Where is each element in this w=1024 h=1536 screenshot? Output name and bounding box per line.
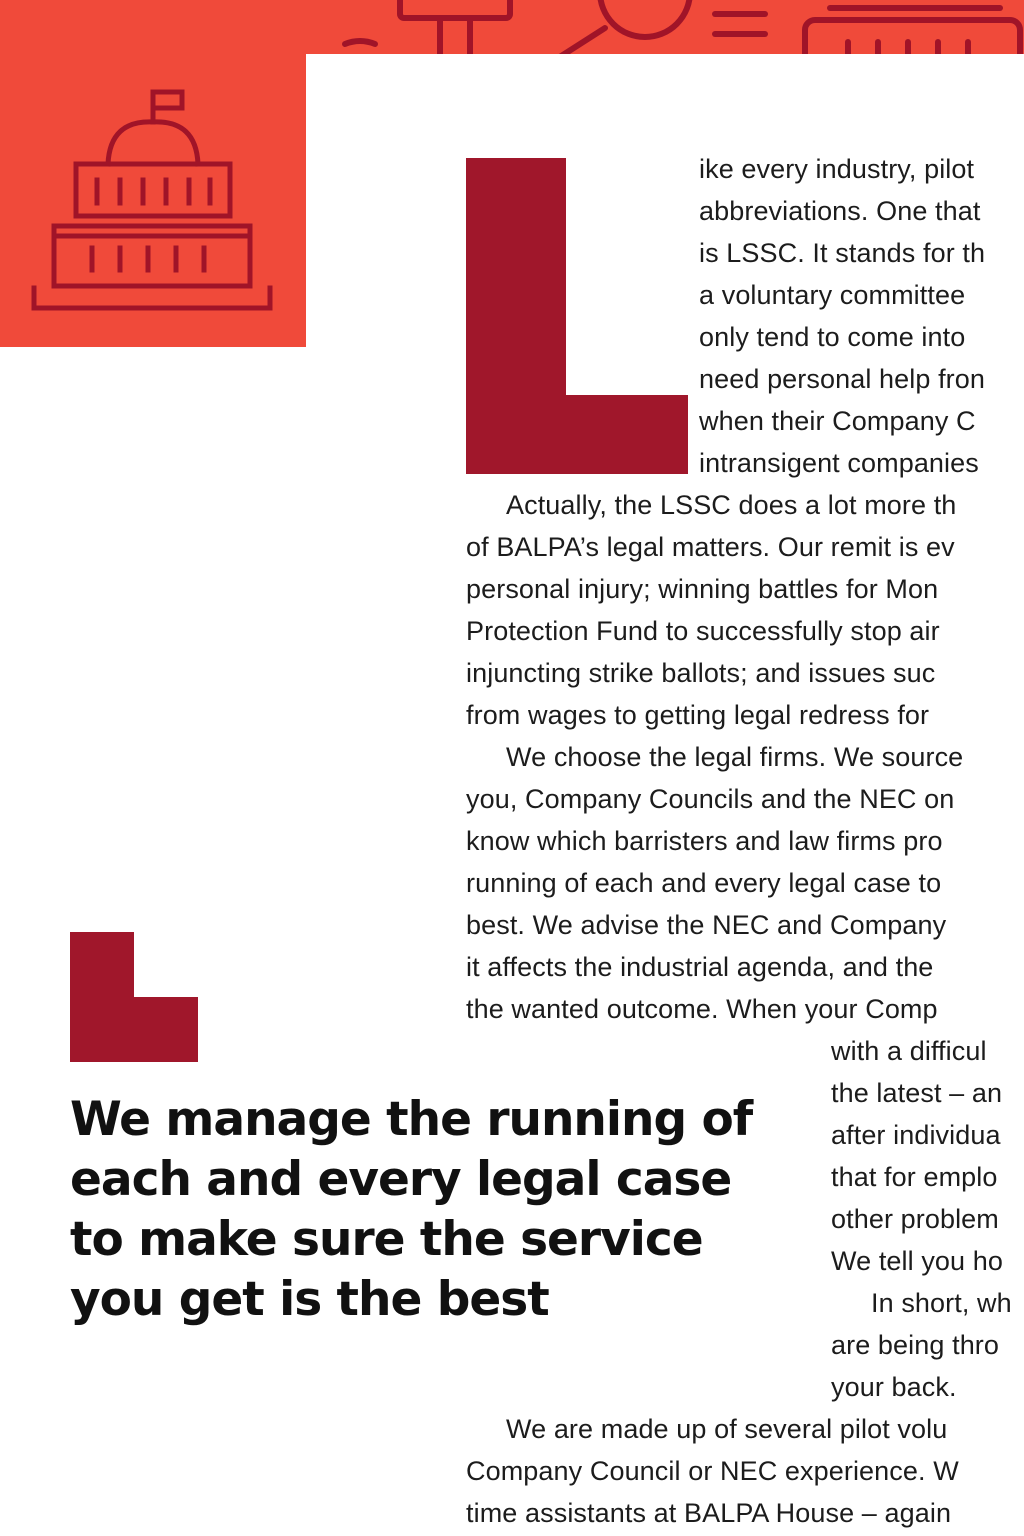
- text-line: only tend to come into: [699, 322, 966, 352]
- text-line: We tell you ho: [831, 1246, 1003, 1276]
- text-line: that for emplo: [831, 1162, 998, 1192]
- text-line: best. We advise the NEC and Company: [466, 910, 947, 940]
- narrow-column: [831, 1030, 1012, 1408]
- text-line: need personal help fron: [699, 364, 986, 394]
- quote-mark-glyph: [70, 932, 198, 1062]
- drop-cap-letter: [466, 158, 688, 474]
- text-line: the latest – an: [831, 1078, 1003, 1108]
- magnifier-icon: [555, 0, 765, 56]
- text-line: are being thro: [831, 1330, 1000, 1360]
- pull-quote-line: to make sure the service: [70, 1212, 703, 1267]
- text-line: intransigent companies: [699, 448, 979, 478]
- text-line: We are made up of several pilot volu: [506, 1414, 948, 1444]
- capitol-building-icon: [0, 0, 306, 347]
- text-line: Company Council or NEC experience. W: [466, 1456, 959, 1486]
- text-line: other problem: [831, 1204, 999, 1234]
- text-line: know which barristers and law firms pro: [466, 826, 943, 856]
- pull-quote: [70, 1090, 753, 1330]
- courthouse-icon: [805, 8, 1020, 56]
- text-line: injuncting strike ballots; and issues suc: [466, 658, 936, 688]
- text-line: abbreviations. One that: [699, 196, 981, 226]
- text-line: from wages to getting legal redress for: [466, 700, 930, 730]
- text-line: Protection Fund to successfully stop air: [466, 616, 940, 646]
- text-line: In short, wh: [871, 1288, 1012, 1318]
- text-line: the wanted outcome. When your Comp: [466, 994, 938, 1024]
- text-line: you, Company Councils and the NEC on: [466, 784, 955, 814]
- text-line: when their Company C: [699, 406, 976, 436]
- text-line: it affects the industrial agenda, and the: [466, 952, 934, 982]
- text-line: of BALPA’s legal matters. Our remit is ev: [466, 532, 955, 562]
- text-line: is LSSC. It stands for th: [699, 238, 986, 268]
- text-line: ike every industry, pilot: [699, 154, 975, 184]
- text-line: a voluntary committee: [699, 280, 966, 310]
- text-line: We choose the legal firms. We source: [506, 742, 964, 772]
- feature-icon-panel: [0, 0, 306, 347]
- text-line: with a difficul: [831, 1036, 987, 1066]
- body-column: [466, 484, 963, 1030]
- text-line: your back.: [831, 1372, 957, 1402]
- text-line: Actually, the LSSC does a lot more th: [506, 490, 957, 520]
- bottom-column: [466, 1408, 959, 1534]
- pull-quote-line: We manage the running of: [70, 1092, 753, 1147]
- quote-mark-l: [70, 932, 198, 1062]
- text-line: after individua: [831, 1120, 1001, 1150]
- pull-quote-line: each and every legal case: [70, 1152, 732, 1207]
- intro-column: [699, 148, 985, 484]
- pull-quote-line: you get is the best: [70, 1272, 549, 1327]
- text-line: running of each and every legal case to: [466, 868, 942, 898]
- text-line: personal injury; winning battles for Mon: [466, 574, 939, 604]
- drop-cap-glyph: [466, 158, 688, 474]
- text-line: time assistants at BALPA House – again: [466, 1498, 952, 1528]
